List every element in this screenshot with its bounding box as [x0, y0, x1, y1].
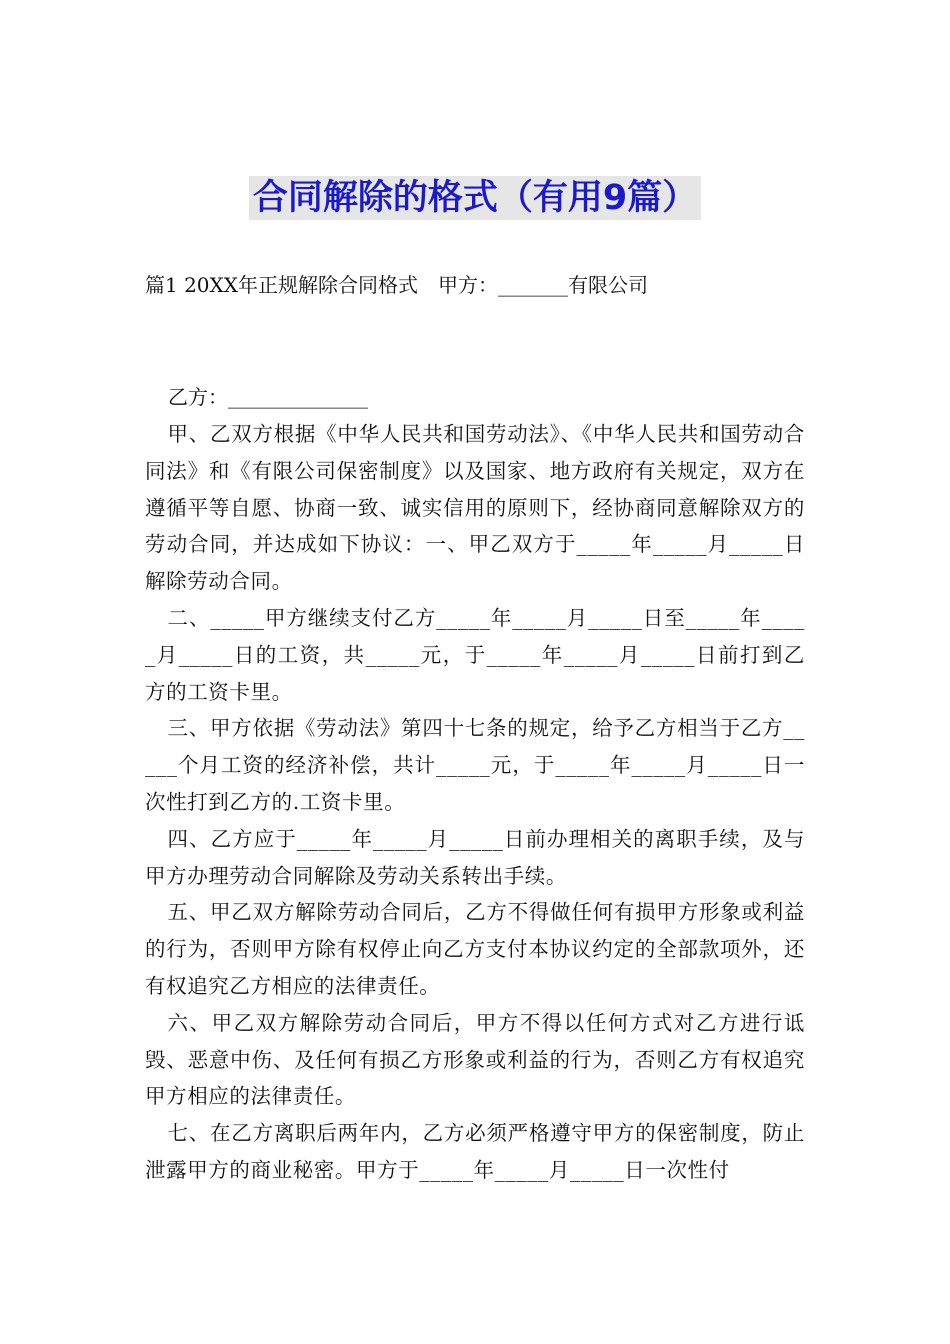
title-container [0, 176, 950, 220]
intro-line: 篇1 20XX年正规解除合同格式 甲方：_______有限公司 [145, 273, 649, 297]
paragraph-clause-2: 二、_____甲方继续支付乙方_____年_____月_____日至_____年_____月_____日的工资，共_____元，于_____年_____月_____日前打到乙方的工资卡里。 [145, 605, 805, 704]
document-title: 合同解除的格式（有用9篇） [249, 176, 701, 220]
paragraph-clause-6: 六、甲乙双方解除劳动合同后，甲方不得以任何方式对乙方进行诋毁、恶意中伤、及任何有损乙方形象或利益的行为，否则乙方有权追究甲方相应的法律责任。 [145, 1010, 805, 1109]
paragraph-clause-3: 三、甲方依据《劳动法》第四十七条的规定，给予乙方相当于乙方_____个月工资的经济补偿，共计_____元，于_____年_____月_____日一次性打到乙方的.工资卡里。 [145, 716, 805, 814]
paragraph-clause-7: 七、在乙方离职后两年内，乙方必须严格遵守甲方的保密制度，防止泄露甲方的商业秘密。甲方于_____年_____月_____日一次性付 [145, 1121, 805, 1182]
party-b-line: 乙方：______________ [168, 385, 368, 409]
paragraph-clause-5: 五、甲乙双方解除劳动合同后，乙方不得做任何有损甲方形象或利益的行为，否则甲方除有权停止向乙方支付本协议约定的全部款项外，还有权追究乙方相应的法律责任。 [145, 900, 805, 998]
paragraph-clause-4: 四、乙方应于_____年_____月_____日前办理相关的离职手续，及与甲方办理劳动合同解除及劳动关系转出手续。 [145, 826, 805, 888]
contract-body [145, 416, 805, 1189]
paragraph-preamble: 甲、乙双方根据《中华人民共和国劳动法》、《中华人民共和国劳动合同法》和《有限公司保密制度》以及国家、地方政府有关规定，双方在遵循平等自愿、协商一致、诚实信用的原则下，经协商同意解除双方的劳动合同，并达成如下协议：一、甲乙双方于_____年_____月_____日解除劳动合同。 [145, 422, 805, 594]
